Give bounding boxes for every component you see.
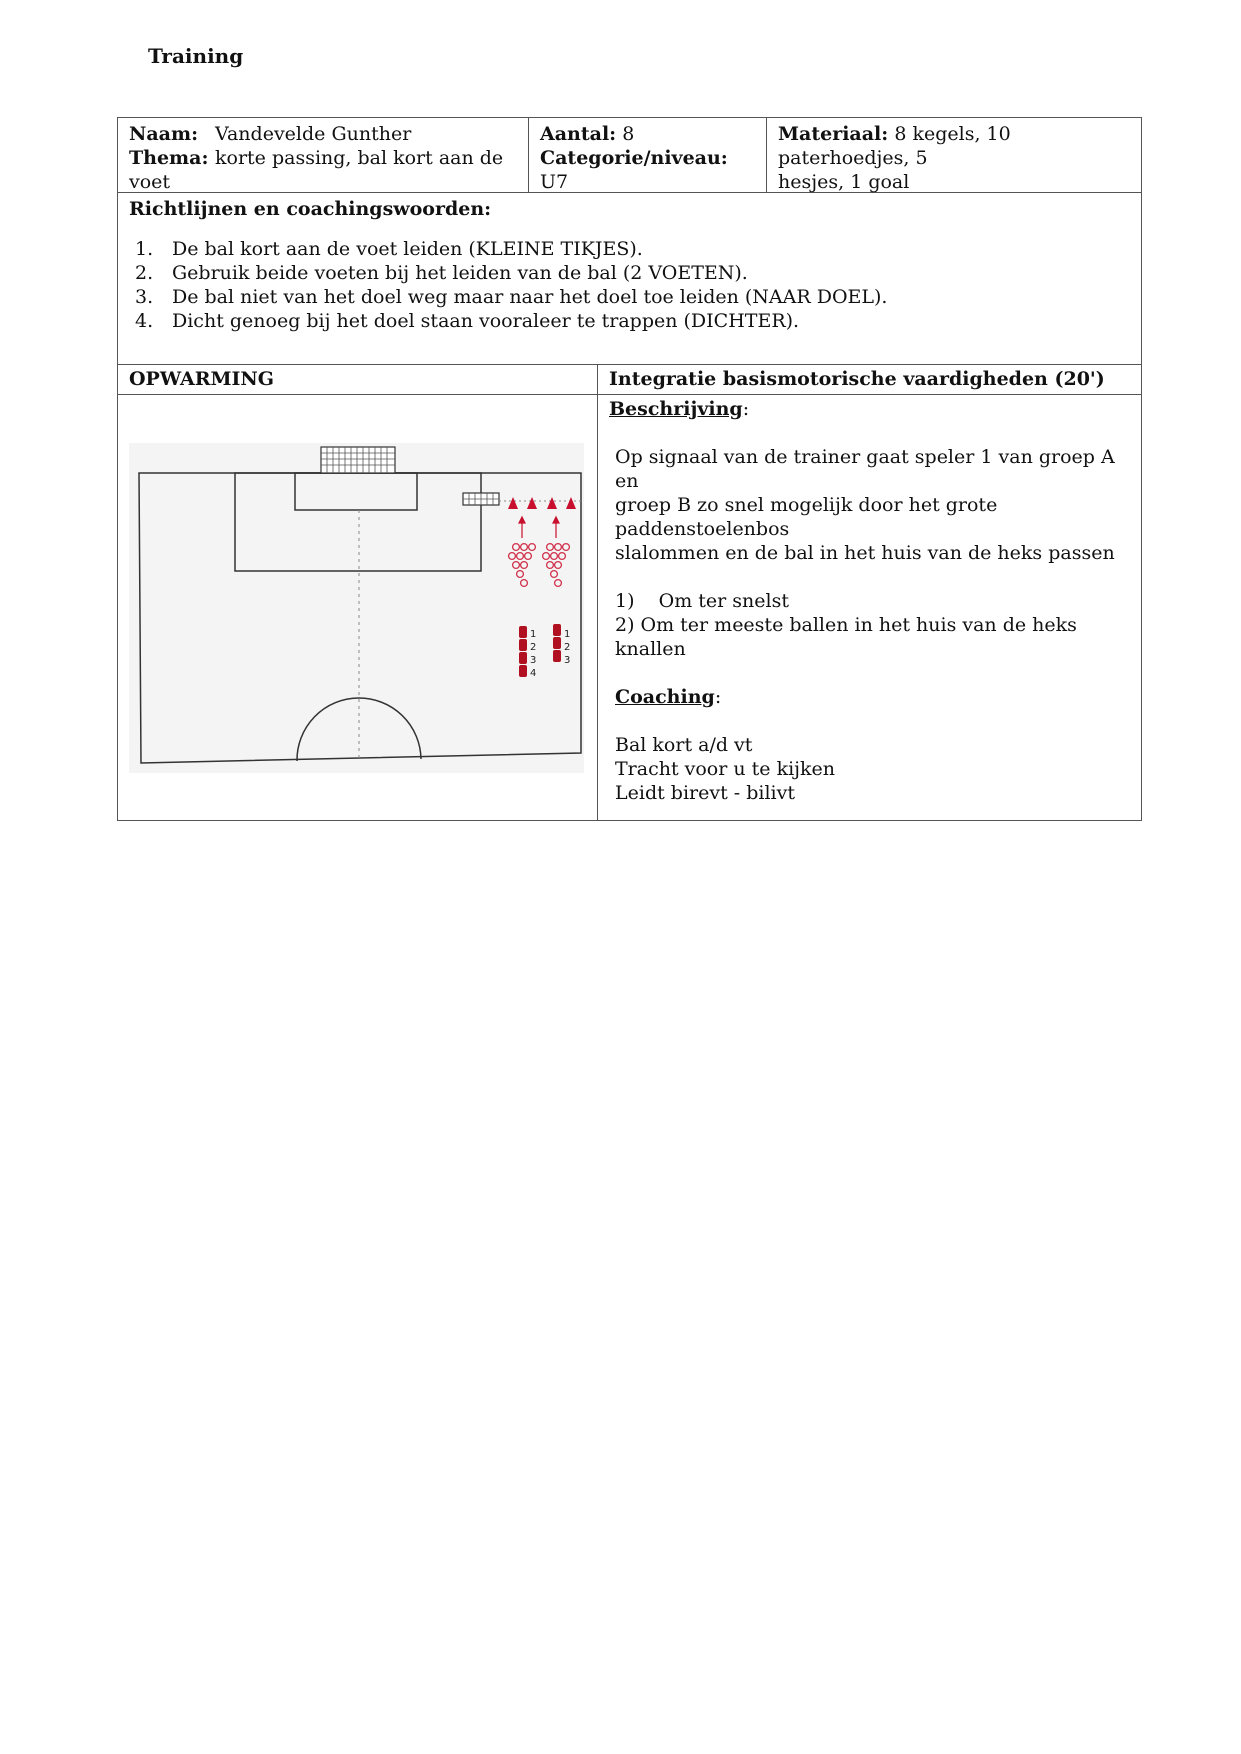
integratie-heading: Integratie basismotorische vaardigheden (20')	[609, 368, 1105, 390]
guideline-number: 1.	[135, 238, 154, 260]
player-icon	[519, 652, 527, 664]
guidelines-list	[129, 237, 1130, 333]
materiaal-value: 8 kegels, 10 paterhoedjes, 5	[778, 123, 1011, 169]
player-number: 1	[564, 629, 571, 640]
naam-label: Naam:	[129, 123, 199, 145]
guideline-item	[129, 261, 1130, 285]
name-theme-cell	[118, 118, 529, 192]
beschrijving-heading: Beschrijving	[609, 398, 743, 420]
thema-value-cont: voet	[129, 171, 171, 193]
coaching-line: Tracht voor u te kijken	[615, 758, 836, 780]
content-row	[118, 395, 1141, 820]
description-line: Op signaal van de trainer gaat speler 1 van groep A en	[615, 446, 1115, 492]
guideline-item	[129, 285, 1130, 309]
player-number: 3	[564, 655, 571, 666]
player-icon	[553, 637, 561, 649]
player-icon	[519, 639, 527, 651]
training-sheet	[117, 117, 1142, 821]
description-line: groep B zo snel mogelijk door het grote paddenstoelenbos	[615, 494, 998, 540]
guideline-number: 4.	[135, 310, 154, 332]
thema-value: korte passing, bal kort aan de	[215, 147, 504, 169]
guideline-number: 3.	[135, 286, 154, 308]
categorie-label: Categorie/niveau:	[540, 147, 728, 169]
coaching-colon: :	[714, 686, 722, 708]
main-goal-icon	[321, 447, 395, 473]
guideline-text: Dicht genoeg bij het doel staan vooraleer te trappen (DICHTER).	[172, 310, 800, 332]
coaching-heading: Coaching	[615, 686, 715, 708]
player-icon	[519, 626, 527, 638]
aantal-label: Aantal:	[540, 123, 617, 145]
group-b-numbers	[564, 629, 570, 666]
guideline-text: De bal niet van het doel weg maar naar het doel toe leiden (NAAR DOEL).	[172, 286, 888, 308]
guideline-number: 2.	[135, 262, 154, 284]
player-number: 4	[530, 668, 537, 679]
opwarming-heading: OPWARMING	[118, 365, 598, 394]
guidelines-row	[118, 193, 1141, 365]
player-number: 3	[530, 655, 537, 666]
aantal-value: 8	[622, 123, 635, 145]
materiaal-label: Materiaal:	[778, 123, 889, 145]
guidelines-cell	[118, 193, 1141, 364]
players-group-b	[553, 624, 561, 662]
diagram-background	[129, 443, 584, 773]
guidelines-heading: Richtlijnen en coachingswoorden:	[129, 198, 492, 220]
goal-line-2: 2) Om ter meeste ballen in het huis van de heks knallen	[615, 614, 1077, 660]
small-goal-icon	[463, 493, 499, 505]
coaching-line: Bal kort a/d vt	[615, 734, 753, 756]
thema-label: Thema:	[129, 147, 209, 169]
guideline-text: Gebruik beide voeten bij het leiden van de bal (2 VOETEN).	[172, 262, 748, 284]
player-icon	[553, 650, 561, 662]
aantal-cell	[529, 118, 767, 192]
materiaal-cell	[767, 118, 1141, 192]
coaching-line: Leidt birevt - bilivt	[615, 782, 795, 804]
guideline-item	[129, 309, 1130, 333]
player-number: 1	[530, 629, 537, 640]
diagram-cell	[118, 395, 598, 820]
player-number: 2	[564, 642, 571, 653]
goal-line-1: 1) Om ter snelst	[615, 590, 789, 612]
guideline-text: De bal kort aan de voet leiden (KLEINE TIKJES).	[172, 238, 643, 260]
beschrijving-colon: :	[742, 398, 750, 420]
player-icon	[553, 624, 561, 636]
player-icon	[519, 665, 527, 677]
section-heading-row	[118, 365, 1141, 395]
field-diagram	[129, 443, 584, 773]
description-line: slalommen en de bal in het huis van de heks passen	[615, 542, 1115, 564]
categorie-value: U7	[540, 171, 569, 193]
document-title: Training	[148, 44, 244, 68]
guideline-item	[129, 237, 1130, 261]
description-cell	[598, 395, 1141, 820]
player-number: 2	[530, 642, 537, 653]
header-row	[118, 118, 1141, 193]
materiaal-value-cont: hesjes, 1 goal	[778, 171, 910, 193]
naam-value: Vandevelde Gunther	[215, 123, 412, 145]
